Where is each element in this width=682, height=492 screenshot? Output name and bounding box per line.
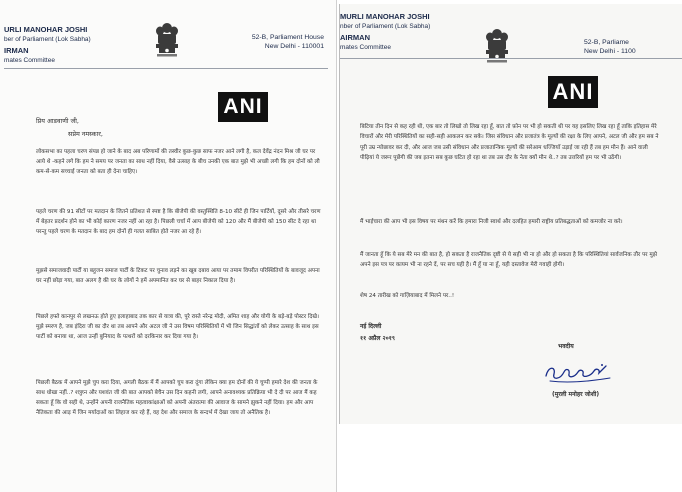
address-line-1: 52-B, Parliame xyxy=(584,39,629,46)
letter-paragraph: शेष 24 तारीख को गाज़ियाबाद में मिलने पर..! xyxy=(360,293,455,299)
state-emblem-icon xyxy=(484,26,510,66)
letter-paragraph: बिटिया तीन दिन से कह रही थी, एक बार तो लिखो तो लिख रहा हूँ, बात तो फ़ोन पर भी हो सकती थी पर यह इसलिए लिख रहा हूँ ताकि इतिहास मेरे विचारों और मेरी परिस्थितियों का सही-सही आकलन कर सके। जिस संविधान और प्रजातंत्र के मूल्यों की रक्षा के लिए आपने, अटल जी और हम सब ने पूरी उम्र न्योछावर कर दी, और आज जब उसी संविधान और प्रजातान्त्रिक मूल्यों की सरेआम धज्जियाँ उड़ाई जा रही हैं तब हम मौन हैं। आने वाली पीढ़ियां ये जरूर पूछेंगी की जब इतना सब कुछ घटित हो रहा था तब उस दौर के नेता क्यों मौन थे..? तब उत्तरियों हम पर भी उठेंगी। xyxy=(360,124,659,162)
letter-place: नई दिल्ली xyxy=(360,323,382,330)
letterhead-committee: mates Committee xyxy=(340,44,391,51)
signature-image xyxy=(540,360,616,386)
letter-closing: भवदीय xyxy=(558,343,574,350)
letterhead-address xyxy=(252,33,324,51)
letterhead-name: MURLI MANOHAR JOSHI xyxy=(340,12,430,21)
letterhead-subtitle: nber of Parliament (Lok Sabha) xyxy=(340,23,431,30)
letterhead-address xyxy=(584,38,636,56)
letterhead-role: AIRMAN xyxy=(340,33,370,42)
letterhead-name: URLI MANOHAR JOSHI xyxy=(4,25,88,34)
letter-paragraph: पहले चरण की 91 सीटों पर मतदान के जितने प्रतिशत से स्पष्ट है कि बीजेपी की वस्तुस्थिति 8-10 सीटें ही जिन पार्टियों, दूसरे और तीसरे चरण में बेहतर प्रदर्शन होने का भी कोई कारण नजर नहीं आ रहा है। पिछली चर्चा में आप बीजेपी को 120 और मैं बीजेपी को 150 सीट दे रहा था परन्तु पहले चरण के मतदान के बाद हम दोनों ही गलत साबित होते नजर आ रहे हैं। xyxy=(36,209,321,235)
letter-paragraph: मुझसे समाजवादी पार्टी या बहुजन समाज पार्टी के टिकट पर चुनाव लड़ने का खूब दबाव आया पर तमाम विपरीत परिस्थितियों के बावजूद अपना घर नहीं छोड़ा गया, बात अलग है की घर के लोगों ने हमें अपमानित कर घर से बाहर निकाल दिया है। xyxy=(36,268,320,284)
letter-paragraph: मैं भाईचारा की आप भी इस विषय पर मंथन करें कि हमारा निजी स्वार्थ और दलहित हमारी राष्ट्रीय प्रतिबद्धताओं को कमजोर ना करे। xyxy=(360,219,623,225)
signature-name: (मुरली मनोहर जोशी) xyxy=(552,391,600,398)
address-line-1: 52-B, Parliament House xyxy=(251,34,324,41)
letter-paragraph: लोकसभा का पहला चरण संपन्न हो जाने के बाद अब परिणामों की तस्वीर कुछ-कुछ साफ नजर आने लगी है, कल देवेंद्र नंदन मिश्र जी घर पर आये थे -कहने लगे कि हम ने समय पर जनता का साथ नहीं दिया, वैसे उत्साह के बीच उनकी एक बात मुझे भी अच्छी लगी कि हम दोनों को लौ कम-से-कम सच्चाई जनता को बता ही देना चाहिए। xyxy=(36,149,320,175)
letter-paragraph: पिछली बैठक में आपने मुझे चुप करा दिया, अगली बैठक में मैं आपको चुप करा दूंगा लेकिन क्या हम दोनों की ये चुप्पी हमारे देश की जनता के साथ धोखा नहीं..? शत्रुघ्न और यशवंत जी की बात आपको बेचैन उस दिन कहनी लगी, आपने अनावश्यक प्रतिक्रिया भी दे दी पर आज मैं कह सकता हूँ कि वो सही थे, उन्होंने अपनी राजनैतिक महत्वाकांक्षाओं को अपनी अंतरात्मा की आवाज के सामने झुकने नहीं दिया। हम और आप नैतिकता की आड़ में जिन मर्यादाओं का लिहाज कर रहे हैं, वह देश और समाज के सन्दर्भ में देखा जाय तो अनैतिक है। xyxy=(36,380,318,416)
state-emblem-icon xyxy=(154,20,180,60)
ani-watermark-logo: ANI xyxy=(218,92,268,122)
greeting: सप्रेम नमस्कार, xyxy=(68,130,103,138)
address-line-2: New Delhi - 110001 xyxy=(264,43,324,50)
letter-page-left xyxy=(0,0,337,492)
salutation: प्रिय आडवाणी जी, xyxy=(36,117,79,125)
letterhead-divider xyxy=(4,68,328,69)
address-line-2: New Delhi - 1100 xyxy=(584,48,636,55)
letterhead-subtitle: ber of Parliament (Lok Sabha) xyxy=(4,36,91,43)
letterhead-committee: mates Committee xyxy=(4,57,55,64)
ani-watermark-logo: ANI xyxy=(548,76,598,108)
letter-page-right xyxy=(340,4,682,424)
letter-paragraph: पिछले हफ्ते कानपुर से लखनऊ होते हुए इलाहाबाद तक कार से यात्रा की, पूरे रास्ते नरेन्द्र मोदी, अमित शाह और योगी के बड़े-बड़े पोस्टर दिखे। मुझे स्मरण है, जब इंदिरा जी का दौर था तब आपने और अटल जी ने उस विषम परिस्थितियों में भी जिन सिद्धांतों को लेकर उत्साह के साथ इस पार्टी को बनाया था, आज उन्हीं बुनियाद के पत्थरों को दरकिनार कर दिया गया है। xyxy=(36,314,320,340)
letter-paragraph: मैं जानता हूँ कि ये सब मेरे मन की बात है, हो सकता है राजनैतिक दृष्टी से ये सही भी ना हो और हो सकता है कि परिस्थितियां सार्वजनिक तौर पर मुझे अपने इस पत्र पर कायम भी ना रहने दें, पर सच यही है। मैं हूँ या ना हूँ, यही दस्तावेज मेरी गवाही होगी। xyxy=(360,252,657,269)
letter-date: ११ अप्रैल २०१९ xyxy=(360,335,395,342)
letterhead-role: IRMAN xyxy=(4,46,29,55)
letterhead-divider xyxy=(340,58,682,59)
